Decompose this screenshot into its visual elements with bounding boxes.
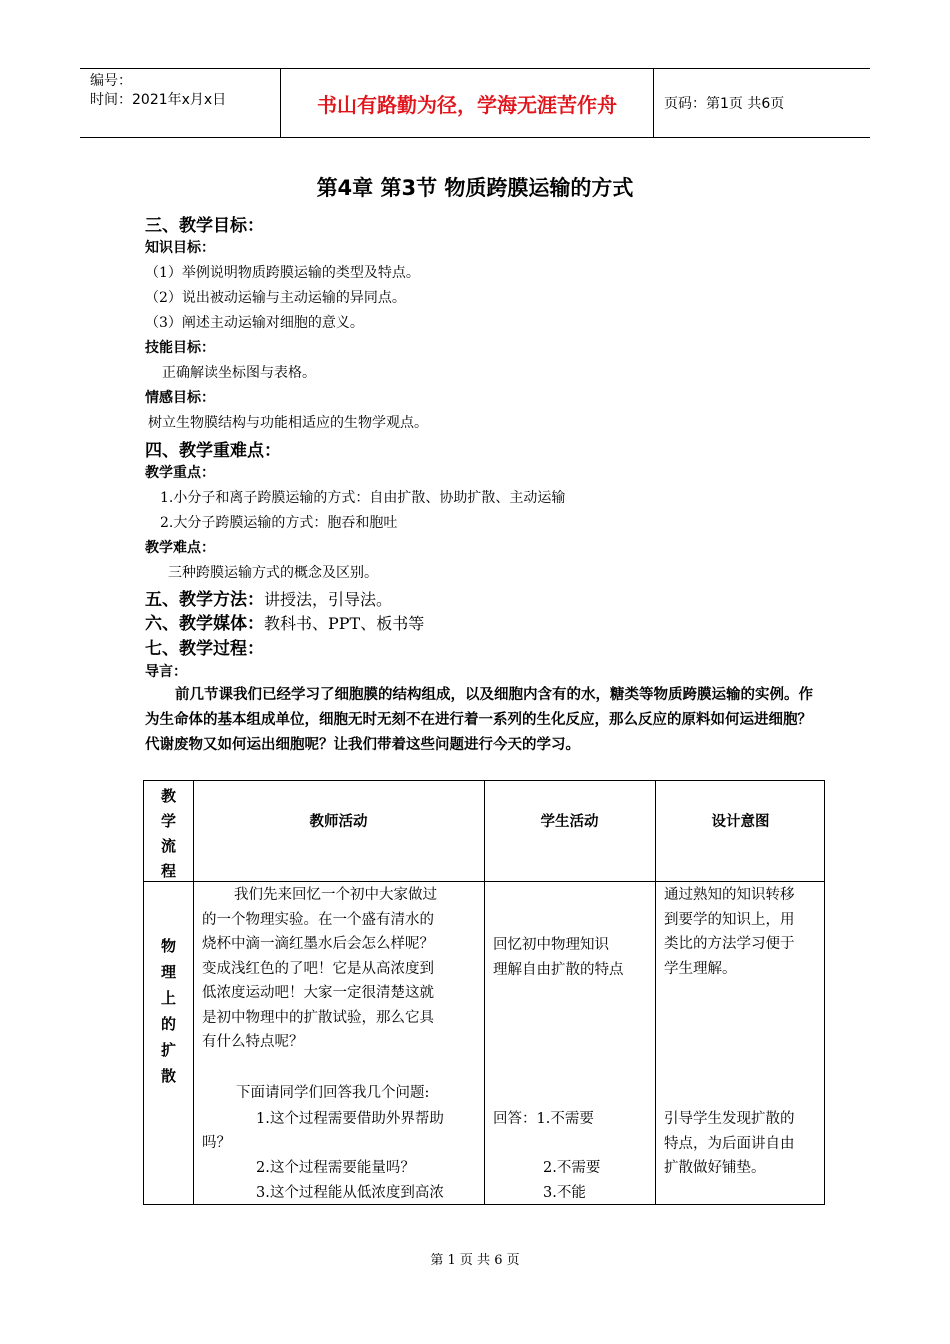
section-6-label: 六、教学媒体： (145, 614, 264, 634)
teacher-question-2: 2.这个过程需要能量吗？ (256, 1160, 415, 1176)
row1-flow-char: 物 (160, 937, 176, 955)
teacher-line: 变成浅红色的了吧！它是从高浓度到 (202, 960, 434, 977)
section-3-heading: 三、教学目标： (145, 216, 264, 236)
section-5-label: 五、教学方法： (145, 590, 264, 610)
design-line: 学生理解。 (664, 960, 737, 977)
teacher-line: 的一个物理实验。在一个盛有清水的 (202, 911, 434, 928)
row1-flow-char: 散 (160, 1067, 176, 1085)
header-teacher: 教师活动 (309, 814, 368, 830)
header-design: 设计意图 (711, 814, 770, 830)
design-intent-a (664, 883, 795, 981)
difficult-points-label: 教学难点： (145, 540, 215, 556)
header-flow (144, 784, 193, 884)
header-flow-char: 学 (160, 812, 176, 830)
design-line: 类比的方法学习便于 (664, 936, 795, 952)
section-6 (145, 609, 424, 634)
date-label: 时间：2021年x月x日 (90, 92, 227, 108)
page-header (80, 68, 870, 138)
emotion-goal: 树立生物膜结构与功能相适应的生物学观点。 (148, 415, 428, 431)
page-title: 第4章 第3节 物质跨膜运输的方式 (316, 176, 634, 200)
row1-flow-char: 理 (160, 963, 176, 981)
design-line: 扩散做好铺垫。 (664, 1160, 766, 1176)
header-page-label: 页码：第1页 共6页 (664, 96, 785, 112)
number-label: 编号： (90, 73, 132, 89)
row1-flow-char: 的 (160, 1015, 176, 1033)
student-answer-1: 回答：1.不需要 (493, 1111, 594, 1127)
teacher-line: 有什么特点呢？ (202, 1034, 304, 1050)
design-line: 特点，为后面讲自由 (664, 1135, 795, 1152)
section-5-value: 讲授法，引导法。 (264, 590, 393, 609)
student-answer-2: 2.不需要 (543, 1160, 601, 1176)
teacher-line: 烧杯中滴一滴红墨水后会怎么样呢？ (202, 936, 434, 952)
intro-text: 前几节课我们已经学习了细胞膜的结构组成，以及细胞内含有的水，糖类等物质跨膜运输的实例。作为生命体的基本组成单位，细胞无时无刻不在进行着一系列的生化反应，那么反应的原料如何运进细胞？代谢废物又如何运出细胞呢？让我们带着这些问题进行今天的学习。 (145, 687, 813, 753)
row1-flow-char: 上 (160, 989, 176, 1007)
student-answer-3: 3.不能 (543, 1185, 586, 1201)
knowledge-goal-1: （1）举例说明物质跨膜运输的类型及特点。 (145, 265, 420, 281)
section-4-heading: 四、教学重难点： (145, 441, 281, 461)
skill-goal: 正确解读坐标图与表格。 (162, 365, 316, 381)
student-activity-a (493, 933, 624, 982)
header-flow-char: 程 (160, 862, 176, 880)
design-line: 到要学的知识上，用 (664, 911, 795, 928)
lesson-table (143, 780, 825, 1205)
emotion-goals-label: 情感目标： (145, 390, 215, 406)
intro-label: 导言： (145, 664, 187, 680)
header-flow-char: 教 (160, 787, 176, 805)
design-line: 通过熟知的知识转移 (664, 887, 795, 903)
teacher-line: 我们先来回忆一个初中大家做过 (234, 887, 437, 903)
skill-goals-label: 技能目标： (145, 340, 215, 356)
teacher-question-1b: 吗？ (202, 1135, 231, 1151)
teacher-line: 低浓度运动吧！大家一定很清楚这就 (202, 985, 434, 1001)
intro-paragraph (145, 683, 815, 758)
student-line: 回忆初中物理知识 (493, 937, 609, 953)
header-flow-char: 流 (160, 837, 176, 855)
key-point-1: 1.小分子和离子跨膜运输的方式：自由扩散、协助扩散、主动运输 (160, 490, 566, 506)
section-6-value: 教科书、PPT、板书等 (264, 614, 425, 633)
header-motto: 书山有路勤为径，学海无涯苦作舟 (280, 69, 654, 137)
header-student: 学生活动 (540, 814, 599, 830)
teacher-question-1a: 1.这个过程需要借助外界帮助 (256, 1111, 444, 1127)
student-line: 理解自由扩散的特点 (493, 961, 624, 978)
page-footer: 第 1 页 共 6 页 (430, 1253, 520, 1268)
teacher-questions-intro: 下面请同学们回答我几个问题: (236, 1085, 430, 1101)
teacher-line: 是初中物理中的扩散试验，那么它具 (202, 1009, 434, 1026)
row1-flow-char: 扩 (160, 1041, 176, 1059)
row1-flow (144, 933, 193, 1089)
key-point-2: 2.大分子跨膜运输的方式：胞吞和胞吐 (160, 515, 398, 531)
design-intent-b (664, 1107, 795, 1181)
knowledge-goal-3: （3）阐述主动运输对细胞的意义。 (145, 315, 364, 331)
section-7-heading: 七、教学过程： (145, 639, 264, 659)
difficult-point: 三种跨膜运输方式的概念及区别。 (168, 565, 378, 581)
teacher-question-3: 3.这个过程能从低浓度到高浓 (256, 1185, 444, 1201)
header-meta (80, 69, 280, 137)
design-line: 引导学生发现扩散的 (664, 1111, 795, 1127)
knowledge-goals-label: 知识目标： (145, 240, 215, 256)
section-5 (145, 585, 392, 610)
key-points-label: 教学重点： (145, 465, 215, 481)
teacher-activity-a (202, 883, 482, 1055)
knowledge-goal-2: （2）说出被动运输与主动运输的异同点。 (145, 290, 406, 306)
